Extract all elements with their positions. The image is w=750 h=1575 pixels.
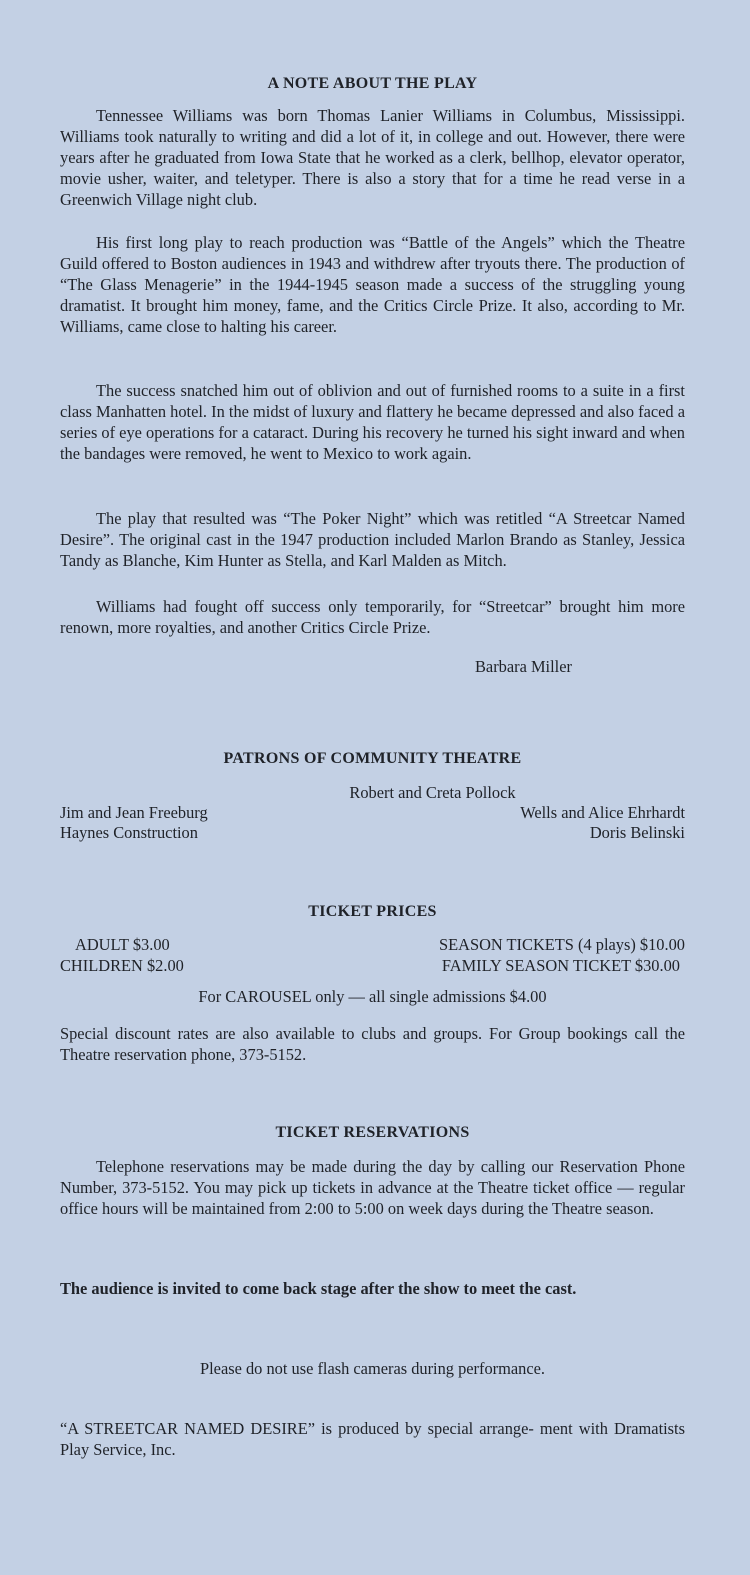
note-paragraph-5: Williams had fought off success only temporarily, for “Streetcar” brought him more renown, more royalties, and another Critics Circle Prize. [60, 597, 685, 637]
price-season: SEASON TICKETS (4 plays) $10.00 [438, 935, 685, 954]
note-paragraph-1: Tennessee Williams was born Thomas Lanier Williams in Columbus, Mississippi. Williams took naturally to writing and did a lot of it, in college and out. However, there were years after he graduated from Iowa State that he worked as a clerk, bellhop, elevator operator, movie usher, waiter, and teletyper. There is also a story that for a time he read verse in a Greenwich Village night club. [60, 106, 685, 209]
patron-center: Robert and Creta Pollock [349, 783, 516, 802]
backstage-note: The audience is invited to come back stage after the show to meet the cast. [60, 1279, 577, 1298]
patron-left-2: Haynes Construction [60, 823, 198, 842]
price-adult: ADULT $3.00 [75, 935, 170, 954]
note-paragraph-4: The play that resulted was “The Poker Night” which was retitled “A Streetcar Named Desire”. The original cast in the 1947 production included Marlon Brando as Stanley, Jessica Tandy as Blanche, Kim Hunter as Stella, and Karl Malden as Mitch. [60, 509, 685, 570]
price-carousel: For CAROUSEL only — all single admissions $4.00 [198, 987, 547, 1006]
reservations-heading: TICKET RESERVATIONS [275, 1124, 470, 1141]
camera-note: Please do not use flash cameras during performance. [200, 1359, 545, 1378]
production-credit: “A STREETCAR NAMED DESIRE” is produced by special arrange- ment with Dramatists Play Service, Inc. [60, 1419, 685, 1459]
prices-heading: TICKET PRICES [308, 903, 437, 920]
patron-right-2: Doris Belinski [589, 823, 685, 842]
price-discount: Special discount rates are also available to clubs and groups. For Group bookings call the Theatre reservation phone, 373-5152. [60, 1024, 685, 1064]
price-children: CHILDREN $2.00 [60, 956, 184, 975]
reservations-text: Telephone reservations may be made during the day by calling our Reservation Phone Number, 373-5152. You may pick up tickets in advance at the Theatre ticket office — regular office hours will be maintained from 2:00 to 5:00 on week days during the Theatre season. [60, 1157, 685, 1218]
note-paragraph-2: His first long play to reach production was “Battle of the Angels” which the Theatre Guild offered to Boston audiences in 1943 and withdrew after tryouts there. The production of “The Glass Menagerie” in the 1944-1945 season made a success of the struggling young dramatist. It brought him money, fame, and the Critics Circle Prize. It also, according to Mr. Williams, came close to halting his career. [60, 233, 685, 336]
patrons-heading: PATRONS OF COMMUNITY THEATRE [223, 750, 522, 767]
note-paragraph-3: The success snatched him out of oblivion and out of furnished rooms to a suite in a first class Manhatten hotel. In the midst of luxury and flattery he became depressed and also faced a series of eye operations for a cataract. During his recovery he turned his sight inward and when the bandages were removed, he went to Mexico to work again. [60, 381, 685, 463]
patron-right-1: Wells and Alice Ehrhardt [520, 803, 685, 822]
note-heading: A NOTE ABOUT THE PLAY [267, 75, 478, 92]
note-author: Barbara Miller [475, 657, 572, 676]
price-family: FAMILY SEASON TICKET $30.00 [441, 956, 680, 975]
patron-left-1: Jim and Jean Freeburg [60, 803, 208, 822]
